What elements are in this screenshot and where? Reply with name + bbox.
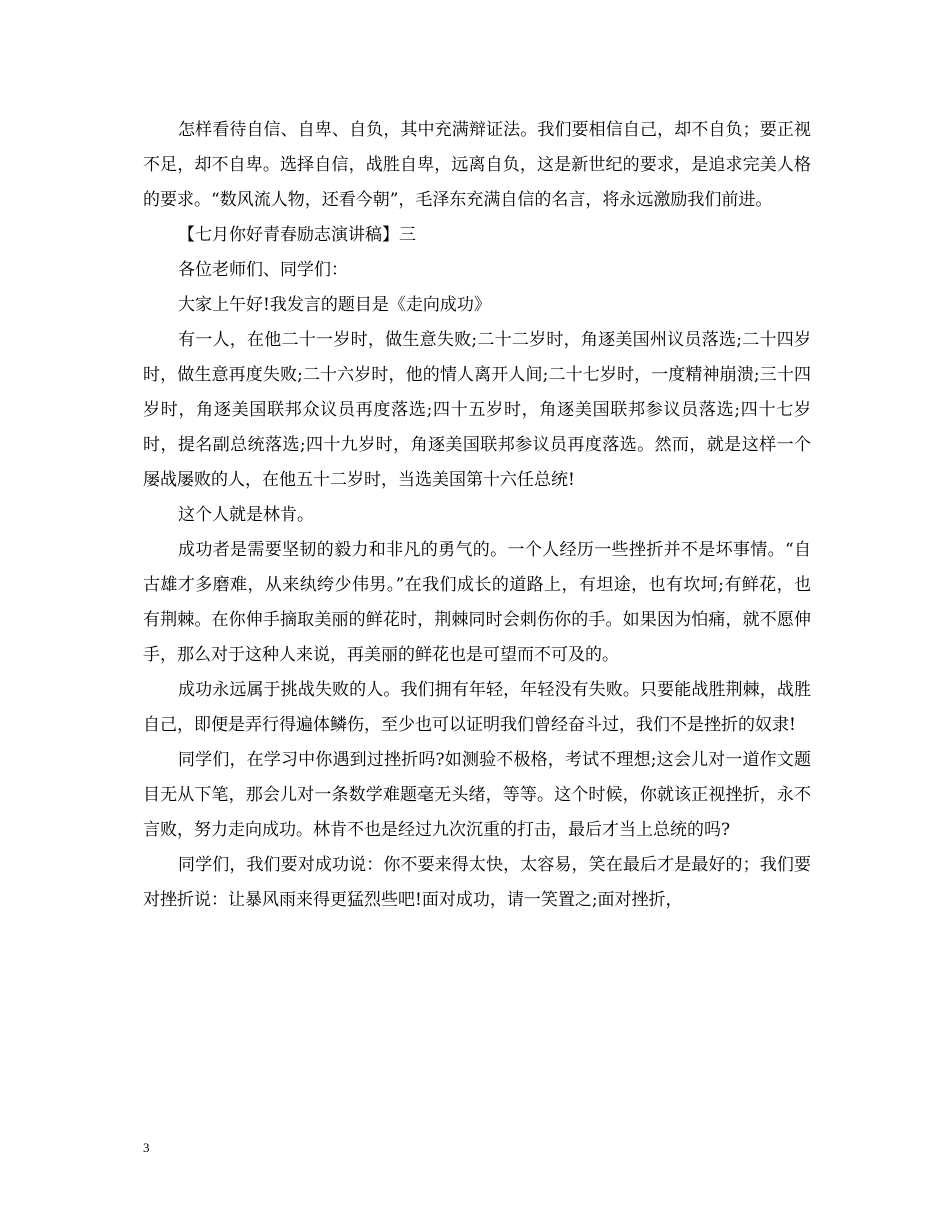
paragraph-study-setbacks: 同学们，在学习中你遇到过挫折吗?如测验不极格，考试不理想;这会儿对一道作文题目无从下笔，那会儿对一条数学难题毫无头绪，等等。这个时候，你就该正视挫折，永不言败，努力走向成功。林肯不也是经过九次沉重的打击，最后才当上总统的吗? [143, 750, 811, 840]
paragraph-self-confidence: 怎样看待自信、自卑、自负，其中充满辩证法。我们要相信自己，却不自负；要正视不足，却不自卑。选择自信，战胜自卑，远离自负，这是新世纪的要求，是追求完美人格的要求。“数风流人物，还看今朝”，毛泽东充满自信的名言，将永远激励我们前进。 [143, 120, 811, 210]
document-body [143, 113, 811, 918]
paragraph-perseverance: 成功者是需要坚韧的毅力和非凡的勇气的。一个人经历一些挫折并不是坏事情。“自古雄才多磨难，从来纨绔少伟男。”在我们成长的道路上，有坦途，也有坎坷;有鲜花，也有荆棘。在你伸手摘取美丽的鲜花时，荆棘同时会刺伤你的手。如果因为怕痛，就不愿伸手，那么对于这种人来说，再美丽的鲜花也是可望而不可及的。 [143, 540, 811, 665]
section-heading: 【七月你好青春励志演讲稿】三 [178, 225, 416, 245]
paragraph-challenge-failure: 成功永远属于挑战失败的人。我们拥有年轻，年轻没有失败。只要能战胜荆棘，战胜自己，即便是弄行得遍体鳞伤，至少也可以证明我们曾经奋斗过，我们不是挫折的奴隶! [143, 680, 811, 735]
salutation: 各位老师们、同学们： [178, 260, 348, 280]
paragraph-lincoln-story: 有一人，在他二十一岁时，做生意失败;二十二岁时，角逐美国州议员落选;二十四岁时，做生意再度失败;二十六岁时，他的情人离开人间;二十七岁时，一度精神崩溃;三十四岁时，角逐美国联邦众议员再度落选;四十五岁时，角逐美国联邦参议员落选;四十七岁时，提名副总统落选;四十九岁时，角逐美国联邦参议员再度落选。然而，就是这样一个屡战屡败的人，在他五十二岁时，当选美国第十六任总统! [143, 330, 811, 490]
paragraph-lincoln-reveal: 这个人就是林肯。 [178, 505, 314, 525]
paragraph-closing: 同学们，我们要对成功说：你不要来得太快，太容易，笑在最后才是最好的；我们要对挫折说：让暴风雨来得更猛烈些吧!面对成功，请一笑置之;面对挫折， [143, 855, 811, 910]
speech-title-line: 大家上午好!我发言的题目是《走向成功》 [178, 295, 491, 315]
page-number: 3 [143, 1140, 150, 1155]
